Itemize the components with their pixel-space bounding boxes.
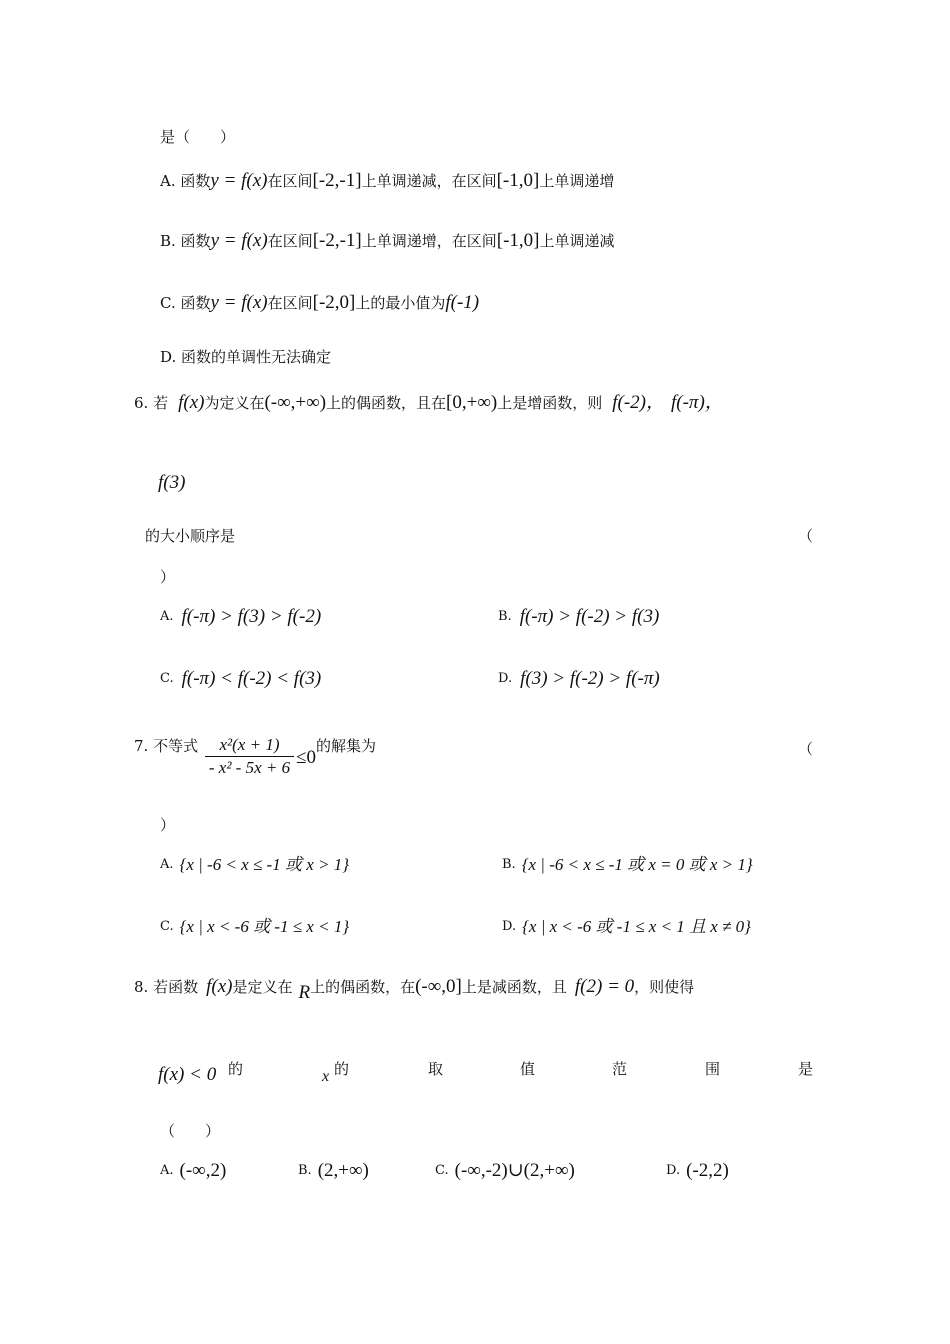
q5-option-a: A. 函数y = f(x)在区间[-2,-1]上单调递减，在区间[-1,0]上单调递增 <box>160 170 615 191</box>
q8-stem: 8. 若函数 f(x)是定义在 R上的偶函数，在(-∞,0]上是减函数，且 f(2) = 0，则使得 <box>134 976 695 1003</box>
q6-option-c: C. f(-π) < f(-2) < f(3) <box>160 668 322 689</box>
q7-option-d: D. {x | x < -6 或 -1 ≤ x < 1 且 x ≠ 0} <box>502 917 751 936</box>
q6-stem: 6. 若 f(x)为定义在(-∞,+∞)上的偶函数，且在[0,+∞)上是增函数，则 f(-2)， f(-π)， <box>134 392 724 413</box>
q8-char-fan: 范 <box>612 1060 628 1078</box>
q7-stem: 7. 不等式 $\frac{\text{x²(x + 1)}}{\text{- x² - 5x + 6}}$ ≤0的解集为 <box>134 735 377 777</box>
q8-de-1: 的 <box>228 1060 244 1078</box>
q8-option-d: D. (-2,2) <box>666 1160 729 1181</box>
q8-fx-lt-0: f(x) < 0 <box>158 1064 217 1085</box>
q7-paren-open: （ <box>798 740 814 758</box>
q7-paren-close: ） <box>160 816 176 834</box>
q6-paren-open: （ <box>798 527 814 545</box>
q8-option-b: B. (2,+∞) <box>298 1160 369 1181</box>
q6-paren-close: ） <box>160 568 176 586</box>
q6-option-d: D. f(3) > f(-2) > f(-π) <box>498 668 660 689</box>
q8-option-a: A. (-∞,2) <box>160 1160 227 1181</box>
q8-char-wei: 围 <box>705 1060 721 1078</box>
q6-option-b: B. f(-π) > f(-2) > f(3) <box>498 606 660 627</box>
q5-option-b: B. 函数y = f(x)在区间[-2,-1]上单调递增，在区间[-1,0]上单调递减 <box>160 230 615 251</box>
q5-tail: 是（ ） <box>160 128 236 146</box>
q8-paren: （ ） <box>160 1122 221 1140</box>
q6-order-text: 的大小顺序是 <box>145 527 236 545</box>
q8-char-qu: 取 <box>428 1060 444 1078</box>
q8-de-2: 的 <box>334 1060 350 1078</box>
q7-option-c: C. {x | x < -6 或 -1 ≤ x < 1} <box>160 917 350 936</box>
q8-char-zhi: 值 <box>520 1060 536 1078</box>
q5-option-d: D. 函数的单调性无法确定 <box>160 348 332 366</box>
q7-option-b: B. {x | -6 < x ≤ -1 或 x = 0 或 x > 1} <box>502 855 753 874</box>
q7-fraction: $\frac{\text{x²(x + 1)}}{\text{- x² - 5x + 6}}$ <box>205 735 294 778</box>
q6-f3: f(3) <box>158 472 186 493</box>
q7-option-a: A. {x | -6 < x ≤ -1 或 x > 1} <box>160 855 350 874</box>
q8-char-shi: 是 <box>798 1060 814 1078</box>
q8-option-c: C. (-∞,-2)∪(2,+∞) <box>435 1160 575 1181</box>
q8-x: x <box>322 1068 330 1085</box>
q5-option-c: C. 函数y = f(x)在区间[-2,0]上的最小值为f(-1) <box>160 292 480 313</box>
q6-option-a: A. f(-π) > f(3) > f(-2) <box>160 606 322 627</box>
